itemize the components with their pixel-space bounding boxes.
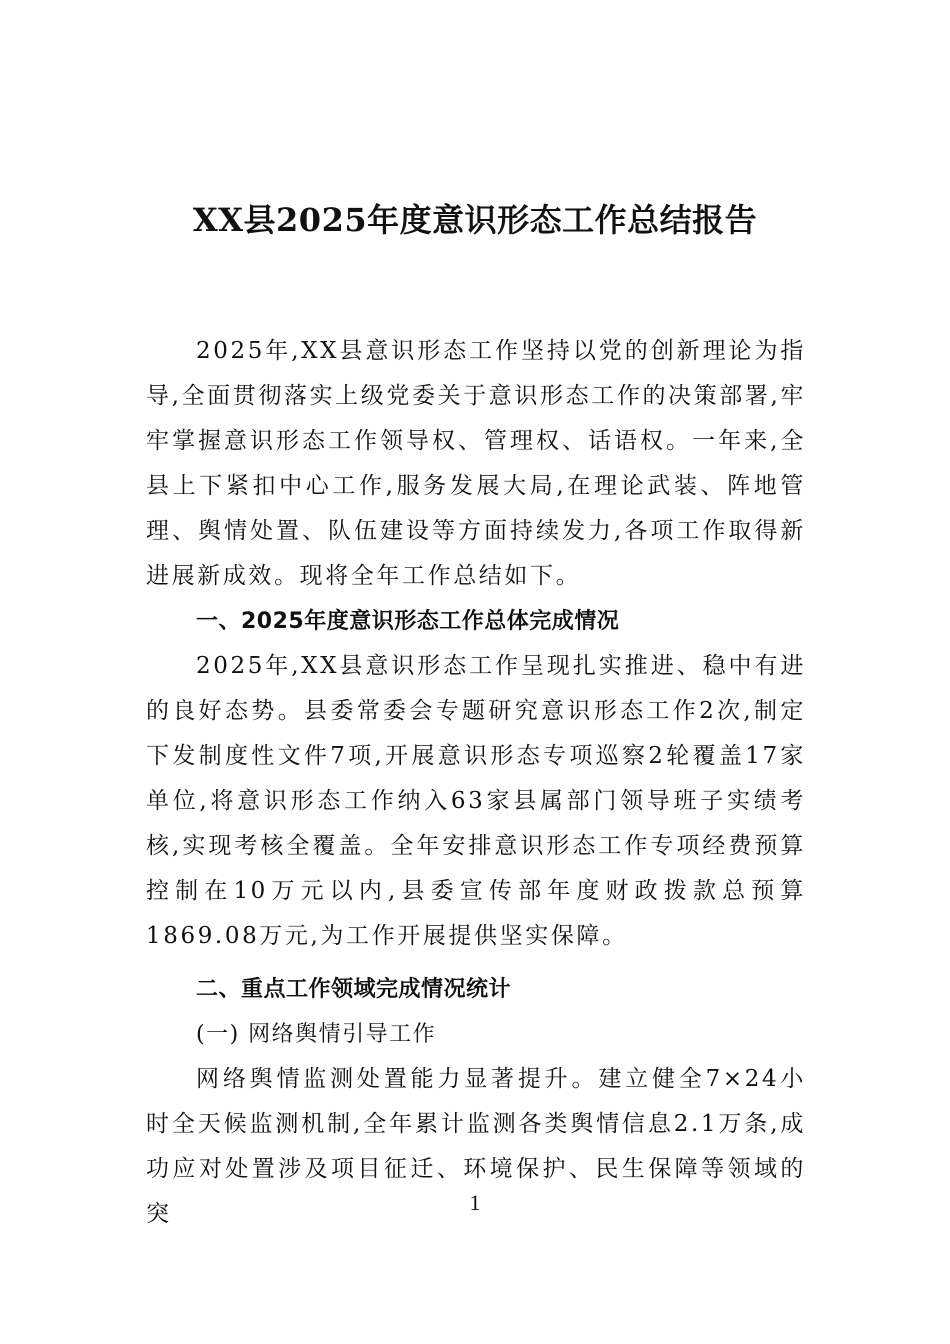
section-2-paragraph: 网络舆情监测处置能力显著提升。建立健全7×24小时全天候监测机制,全年累计监测各类舆情信息2.1万条,成功应对处置涉及项目征迁、环境保护、民生保障等领域的突 <box>146 1066 806 1227</box>
section-2-subheading: (一) 网络舆情引导工作 <box>196 1022 437 1047</box>
section-gap <box>146 959 806 967</box>
intro-paragraph: 2025年,XX县意识形态工作坚持以党的创新理论为指导,全面贯彻落实上级党委关于意识形态工作的决策部署,牢牢掌握意识形态工作领导权、管理权、话语权。一年来,全县上下紧扣中心工作,服务发展大局,在理论武装、阵地管理、舆情处置、队伍建设等方面持续发力,各项工作取得新进展新成效。现将全年工作总结如下。 <box>146 338 806 589</box>
section-1-heading: 一、2025年度意识形态工作总体完成情况 <box>196 609 620 634</box>
page-number: 1 <box>469 1190 481 1215</box>
section-2-heading: 二、重点工作领域完成情况统计 <box>196 977 512 1002</box>
document-title: XX县2025年度意识形态工作总结报告 <box>192 201 758 239</box>
document-body <box>146 329 806 1237</box>
section-1-paragraph: 2025年,XX县意识形态工作呈现扎实推进、稳中有进的良好态势。县委常委会专题研究意识形态工作2次,制定下发制度性文件7项,开展意识形态专项巡察2轮覆盖17家单位,将意识形态工作纳入63家县属部门领导班子实绩考核,实现考核全覆盖。全年安排意识形态工作专项经费预算控制在10万元以内,县委宣传部年度财政拨款总预算1869.08万元,为工作开展提供坚实保障。 <box>146 653 806 949</box>
